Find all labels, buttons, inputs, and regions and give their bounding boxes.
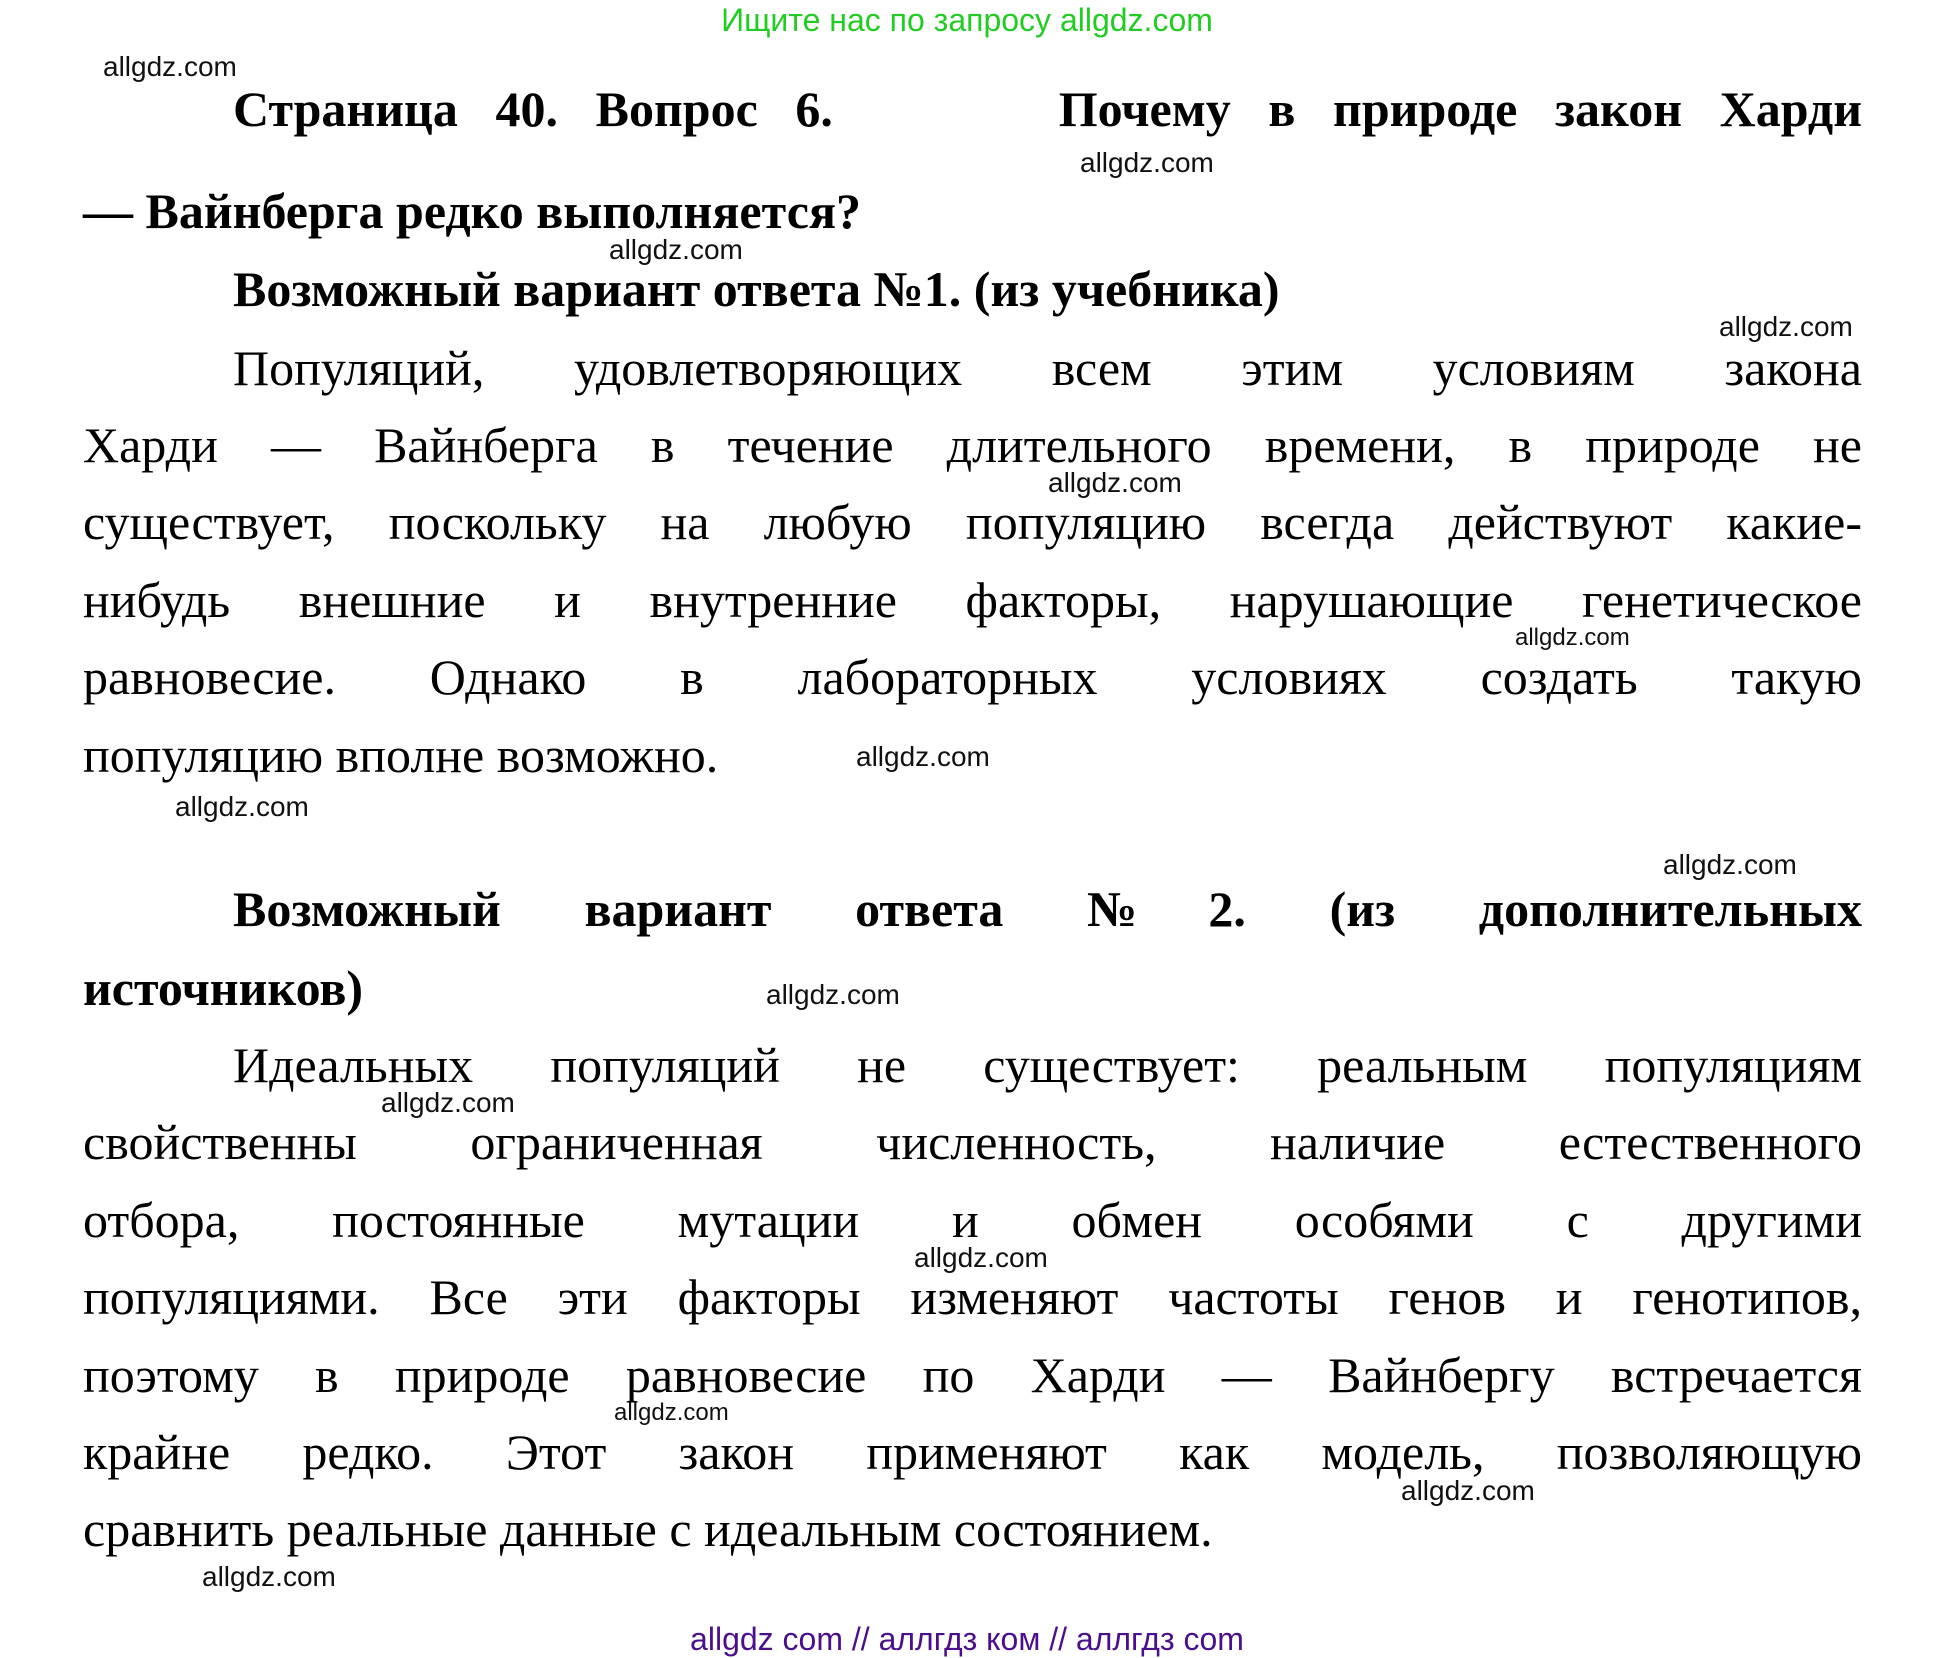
answer1-line: популяцию вполне возможно.: [83, 727, 719, 783]
answer2-line: свойственны ограниченная численность, наличие естественного: [83, 1114, 1862, 1170]
watermark: allgdz.com: [1048, 467, 1182, 498]
watermark: allgdz.com: [856, 741, 990, 772]
footer-banner: allgdz com // аллгдз ком // аллгдз com: [690, 1621, 1244, 1657]
answer1-heading: Возможный вариант ответа №1. (из учебника): [233, 261, 1280, 317]
title-line-2: — Вайнберга редко выполняется?: [83, 183, 862, 239]
answer2-line: сравнить реальные данные с идеальным состоянием.: [83, 1501, 1213, 1557]
watermark: allgdz.com: [1719, 311, 1853, 342]
answer2-heading-line-1: Возможный вариант ответа №2. (из дополнительных: [233, 881, 1862, 937]
watermark: allgdz.com: [381, 1087, 515, 1118]
watermark: allgdz.com: [1515, 624, 1630, 651]
answer1-line: Популяций, удовлетворяющих всем этим условиям закона: [233, 340, 1862, 396]
watermark: allgdz.com: [766, 979, 900, 1010]
watermark: allgdz.com: [614, 1399, 729, 1426]
answer1-line: существует, поскольку на любую популяцию всегда действуют какие-: [83, 494, 1862, 550]
watermark: allgdz.com: [1663, 849, 1797, 880]
watermark: allgdz.com: [609, 234, 743, 265]
answer2-line: поэтому в природе равновесие по Харди — Вайнбергу встречается: [83, 1347, 1862, 1403]
watermark: allgdz.com: [914, 1242, 1048, 1273]
watermark: allgdz.com: [175, 791, 309, 822]
watermark: allgdz.com: [202, 1561, 336, 1592]
title-line-1: Страница 40. Вопрос 6. Почему в природе закон Харди: [233, 81, 1862, 137]
answer1-line: Харди — Вайнберга в течение длительного времени, в природе не: [83, 417, 1862, 473]
answer2-heading-line-2: источников): [83, 960, 363, 1016]
answer1-line: нибудь внешние и внутренние факторы, нарушающие генетическое: [83, 572, 1862, 628]
header-banner: Ищите нас по запросу allgdz.com: [721, 2, 1213, 38]
watermark: allgdz.com: [103, 51, 237, 82]
watermark: allgdz.com: [1080, 147, 1214, 178]
watermark: allgdz.com: [1401, 1475, 1535, 1506]
answer2-line: популяциями. Все эти факторы изменяют частоты генов и генотипов,: [83, 1269, 1862, 1325]
answer2-line: отбора, постоянные мутации и обмен особями с другими: [83, 1192, 1862, 1248]
answer2-line: крайне редко. Этот закон применяют как модель, позволяющую: [83, 1424, 1862, 1480]
answer2-line: Идеальных популяций не существует: реальным популяциям: [233, 1037, 1862, 1093]
answer1-line: равновесие. Однако в лабораторных условиях создать такую: [83, 649, 1862, 705]
